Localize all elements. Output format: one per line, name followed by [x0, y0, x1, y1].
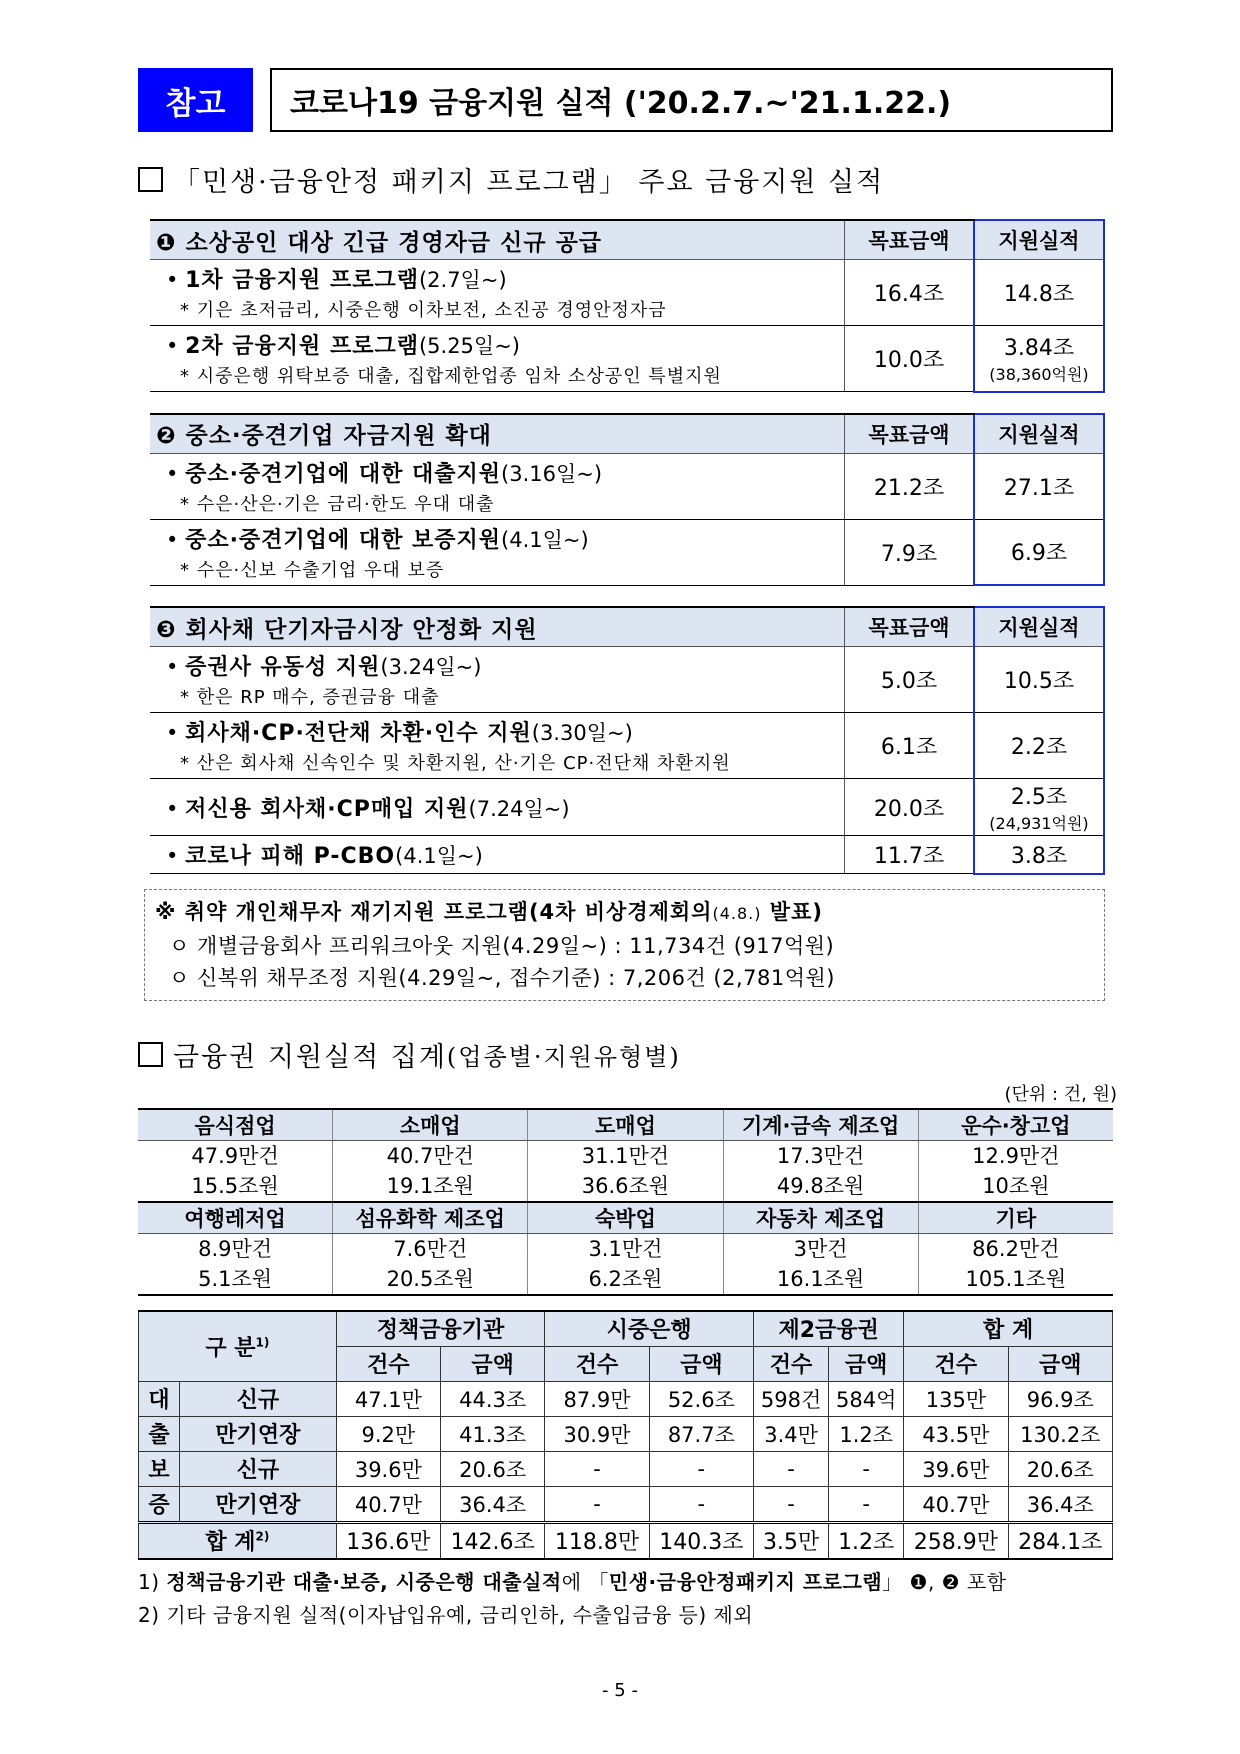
footnote-2: 2) 기타 금융지원 실적(이자납입유예, 금리인하, 수출입금융 등) 제외	[138, 1602, 754, 1627]
industry-name: 여행레저업	[138, 1202, 333, 1234]
industry-amount: 19.1조원	[333, 1171, 528, 1202]
actual-value: 6.9조	[974, 519, 1104, 585]
category-label: 대	[139, 1381, 180, 1416]
industry-count: 3.1만건	[528, 1233, 723, 1264]
group-title: ❶ 소상공인 대상 긴급 경영자금 신규 공급	[150, 220, 845, 260]
reference-badge: 참고	[138, 68, 253, 132]
industry-count: 8.9만건	[198, 1236, 273, 1261]
industry-name: 운수·창고업	[918, 1109, 1113, 1141]
industry-name: 음식점업	[138, 1109, 333, 1141]
industry-count: 40.7만건	[333, 1140, 528, 1171]
checkbox-square-icon	[138, 167, 163, 192]
document-page	[138, 68, 1117, 1632]
actual-value: 10.5조	[974, 647, 1104, 713]
industry-name: 기계·금속 제조업	[723, 1109, 918, 1141]
sub-header-amount: 금액	[649, 1346, 753, 1381]
sub-header-amount: 금액	[1008, 1346, 1112, 1381]
footnote-1: 1) 정책금융기관 대출·보증, 시중은행 대출실적에 「민생·금융안정패키지 프로그램」 ❶, ❷ 포함	[138, 1569, 1007, 1594]
actual-value: 27.1조	[974, 453, 1104, 519]
program-item: • 중소·중견기업에 대한 대출지원(3.16일~) * 수은·산은·기은 금리·한도 우대 대출	[150, 453, 845, 519]
target-value: 7.9조	[845, 519, 975, 585]
group-header: 시중은행	[545, 1311, 754, 1347]
target-value: 16.4조	[845, 260, 975, 326]
industry-amount: 49.8조원	[723, 1171, 918, 1202]
program-item: • 증권사 유동성 지원(3.24일~) * 한은 RP 매수, 증권금융 대출	[150, 647, 845, 713]
actual-value: 3.84조 (38,360억원)	[974, 326, 1104, 392]
program-table-3	[150, 606, 1105, 875]
sub-header-count: 건수	[545, 1346, 649, 1381]
category-label: 증	[139, 1486, 180, 1522]
industry-name: 소매업	[333, 1109, 528, 1141]
row-label: 신규	[180, 1451, 337, 1486]
industry-count: 86.2만건	[918, 1233, 1113, 1264]
title-row	[138, 68, 1113, 132]
note-box	[144, 889, 1105, 1001]
program-table-1	[150, 219, 1105, 393]
table-row: 보 신규 39.6만 20.6조 - - - - 39.6만 20.6조	[139, 1451, 1113, 1486]
industry-amount: 105.1조원	[918, 1264, 1113, 1295]
total-row: 합 계$^{2)}$ 136.6만 142.6조 118.8만 140.3조 3.5만 1.2조 258.9만 284.1조	[139, 1522, 1113, 1559]
industry-count: 7.6만건	[333, 1233, 528, 1264]
industry-count: 47.9만건	[191, 1143, 279, 1168]
target-value: 10.0조	[845, 326, 975, 392]
actual-value: 3.8조	[974, 836, 1104, 874]
category-label: 출	[139, 1416, 180, 1451]
footnotes	[138, 1566, 1113, 1632]
industry-name: 자동차 제조업	[723, 1202, 918, 1234]
program-item: • 중소·중견기업에 대한 보증지원(4.1일~) * 수은·신보 수출기업 우대 보증	[150, 519, 845, 585]
actual-value: 2.2조	[974, 713, 1104, 779]
industry-count: 3만건	[723, 1233, 918, 1264]
sub-header-amount: 금액	[829, 1346, 904, 1381]
industry-count: 12.9만건	[918, 1140, 1113, 1171]
row-label: 만기연장	[180, 1486, 337, 1522]
program-item: • 1차 금융지원 프로그램(2.7일~) * 기은 초저금리, 시중은행 이차보전, 소진공 경영안정자금	[150, 260, 845, 326]
sub-header-amount: 금액	[441, 1346, 545, 1381]
industry-name: 기타	[918, 1202, 1113, 1234]
industry-count: 17.3만건	[723, 1140, 918, 1171]
row-label: 신규	[180, 1381, 337, 1416]
col-target-header: 목표금액	[845, 220, 975, 260]
program-item: • 회사채·CP·전단채 차환·인수 지원(3.30일~) * 산은 회사채 신속인수 및 차환지원, 산·기은 CP·전단채 차환지원	[150, 713, 845, 779]
page-title: 코로나19 금융지원 실적 ('20.2.7.~'21.1.22.)	[270, 68, 1113, 132]
checkbox-square-icon	[138, 1042, 163, 1067]
col-actual-header: 지원실적	[974, 220, 1104, 260]
program-table-2	[150, 413, 1105, 587]
target-value: 5.0조	[845, 647, 975, 713]
section2-heading: 금융권 지원실적 집계 (업종별·지원유형별)	[138, 1035, 1113, 1074]
group-title: ❷ 중소·중견기업 자금지원 확대	[150, 414, 845, 454]
page-number: - 5 -	[602, 1680, 638, 1701]
target-value: 11.7조	[845, 836, 975, 874]
sub-header-count: 건수	[754, 1346, 829, 1381]
corner-header: 구 분$^{1)}$	[139, 1311, 337, 1382]
section1-heading: 「민생·금융안정 패키지 프로그램」 주요 금융지원 실적	[138, 160, 1113, 199]
industry-amount: 36.6조원	[528, 1171, 723, 1202]
col-actual-header: 지원실적	[974, 414, 1104, 454]
industry-amount: 10조원	[918, 1171, 1113, 1202]
table-row: 대 신규 47.1만 44.3조 87.9만 52.6조 598건 584억 135만 96.9조	[139, 1381, 1113, 1416]
industry-amount: 6.2조원	[528, 1264, 723, 1295]
total-label: 합 계$^{2)}$	[139, 1522, 337, 1559]
sub-header-count: 건수	[336, 1346, 440, 1381]
note-line: ㅇ 신복위 채무조정 지원(4.29일~, 접수기준) : 7,206건 (2,781억원)	[169, 965, 835, 990]
industry-amount: 16.1조원	[723, 1264, 918, 1295]
program-item: • 저신용 회사채·CP매입 지원(7.24일~)	[150, 779, 845, 836]
table-row: 출 만기연장 9.2만 41.3조 30.9만 87.7조 3.4만 1.2조 43.5만 130.2조	[139, 1416, 1113, 1451]
group-header: 제2금융권	[754, 1311, 904, 1347]
target-value: 21.2조	[845, 453, 975, 519]
industry-amount: 15.5조원	[191, 1173, 279, 1198]
col-target-header: 목표금액	[845, 607, 975, 647]
industry-name: 도매업	[528, 1109, 723, 1141]
note-title: ※ 취약 개인채무자 재기지원 프로그램(4차 비상경제회의(4.8.) 발표)	[155, 899, 823, 924]
group-title: ❸ 회사채 단기자금시장 안정화 지원	[150, 607, 845, 647]
sub-header-count: 건수	[904, 1346, 1008, 1381]
target-value: 6.1조	[845, 713, 975, 779]
target-value: 20.0조	[845, 779, 975, 836]
industry-table	[138, 1108, 1113, 1296]
industry-amount: 20.5조원	[333, 1264, 528, 1295]
program-item: • 2차 금융지원 프로그램(5.25일~) * 시중은행 위탁보증 대출, 집합제한업종 임차 소상공인 특별지원	[150, 326, 845, 392]
industry-name: 섬유화학 제조업	[333, 1202, 528, 1234]
col-actual-header: 지원실적	[974, 607, 1104, 647]
category-label: 보	[139, 1451, 180, 1486]
row-label: 만기연장	[180, 1416, 337, 1451]
unit-label: (단위 : 건, 원)	[1004, 1083, 1117, 1105]
col-target-header: 목표금액	[845, 414, 975, 454]
table-row: 증 만기연장 40.7만 36.4조 - - - - 40.7만 36.4조	[139, 1486, 1113, 1522]
program-item: • 코로나 피해 P-CBO(4.1일~)	[150, 836, 845, 874]
summary-table	[138, 1310, 1113, 1560]
group-header: 합 계	[904, 1311, 1113, 1347]
industry-count: 31.1만건	[528, 1140, 723, 1171]
note-line: ㅇ 개별금융회사 프리워크아웃 지원(4.29일~) : 11,734건 (917억원)	[169, 933, 835, 958]
actual-value: 14.8조	[974, 260, 1104, 326]
actual-value: 2.5조 (24,931억원)	[974, 779, 1104, 836]
group-header: 정책금융기관	[336, 1311, 545, 1347]
industry-amount: 5.1조원	[138, 1264, 333, 1295]
industry-name: 숙박업	[528, 1202, 723, 1234]
